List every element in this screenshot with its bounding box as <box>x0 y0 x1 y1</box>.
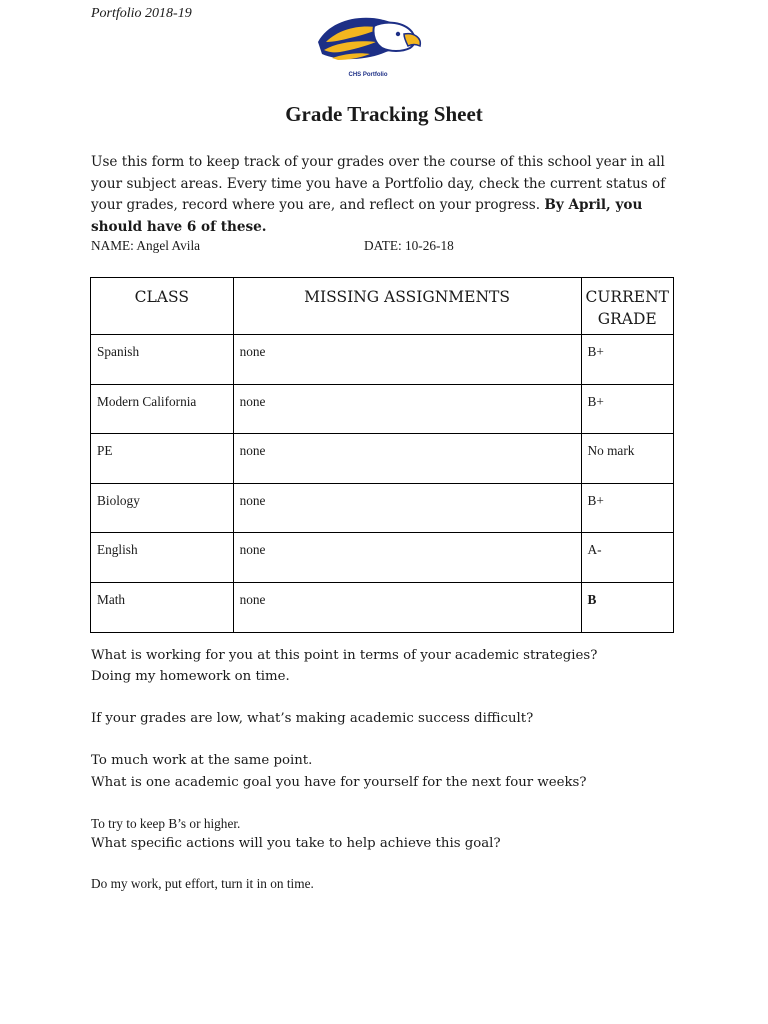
header-class: CLASS <box>91 278 234 335</box>
grade-cell: B+ <box>581 335 674 385</box>
missing-cell: none <box>233 384 581 434</box>
question-actions: What specific actions will you take to help achieve this goal? <box>91 836 501 851</box>
answer-strategies: Doing my homework on time. <box>91 669 290 684</box>
table-row <box>91 483 674 533</box>
school-logo <box>312 12 424 84</box>
header-missing-assignments: MISSING ASSIGNMENTS <box>233 278 581 335</box>
answer-goal: To try to keep B’s or higher. <box>91 816 241 831</box>
question-difficulty: If your grades are low, what’s making academic success difficult? <box>91 711 534 726</box>
answer-actions: Do my work, put effort, turn it in on time. <box>91 876 314 891</box>
student-name: NAME: Angel Avila <box>91 238 201 253</box>
header-current-grade <box>581 278 674 335</box>
missing-cell: none <box>233 335 581 385</box>
grade-cell: A- <box>581 533 674 583</box>
entry-date: DATE: 10-26-18 <box>364 238 454 253</box>
missing-cell: none <box>233 483 581 533</box>
missing-cell: none <box>233 582 581 632</box>
grade-cell: B+ <box>581 483 674 533</box>
grade-cell: B+ <box>581 384 674 434</box>
table-header-row <box>91 278 674 335</box>
logo-caption: CHS Portfolio <box>348 72 388 78</box>
class-cell: Modern California <box>91 384 234 434</box>
grade-table <box>90 277 674 633</box>
answer-difficulty: To much work at the same point. <box>91 753 313 768</box>
grade-cell: No mark <box>581 434 674 484</box>
question-goal: What is one academic goal you have for yourself for the next four weeks? <box>91 775 587 790</box>
table-row <box>91 384 674 434</box>
class-cell: PE <box>91 434 234 484</box>
page-title: Grade Tracking Sheet <box>285 102 483 126</box>
table-row <box>91 434 674 484</box>
table-row <box>91 533 674 583</box>
missing-cell: none <box>233 434 581 484</box>
table-row <box>91 582 674 632</box>
grade-cell: B <box>581 582 674 632</box>
class-cell: English <box>91 533 234 583</box>
header-current-line2: GRADE <box>597 310 657 328</box>
intro-text: Use this form to keep track of your grades over the course of this school year in all your subject areas. Every time you have a Portfolio day, check the current status of your grades, record where you are, and reflect on your progress. <box>91 154 666 213</box>
intro-paragraph <box>91 152 691 238</box>
intro-bold-text: By April, you should have 6 of these. <box>91 197 643 235</box>
class-cell: Math <box>91 582 234 632</box>
class-cell: Spanish <box>91 335 234 385</box>
eagle-logo-icon <box>312 12 424 74</box>
question-strategies: What is working for you at this point in terms of your academic strategies? <box>91 648 598 663</box>
class-cell: Biology <box>91 483 234 533</box>
table-row <box>91 335 674 385</box>
portfolio-header-note: Portfolio 2018-19 <box>91 6 192 21</box>
header-current-line1: CURRENT <box>585 288 669 306</box>
missing-cell: none <box>233 533 581 583</box>
